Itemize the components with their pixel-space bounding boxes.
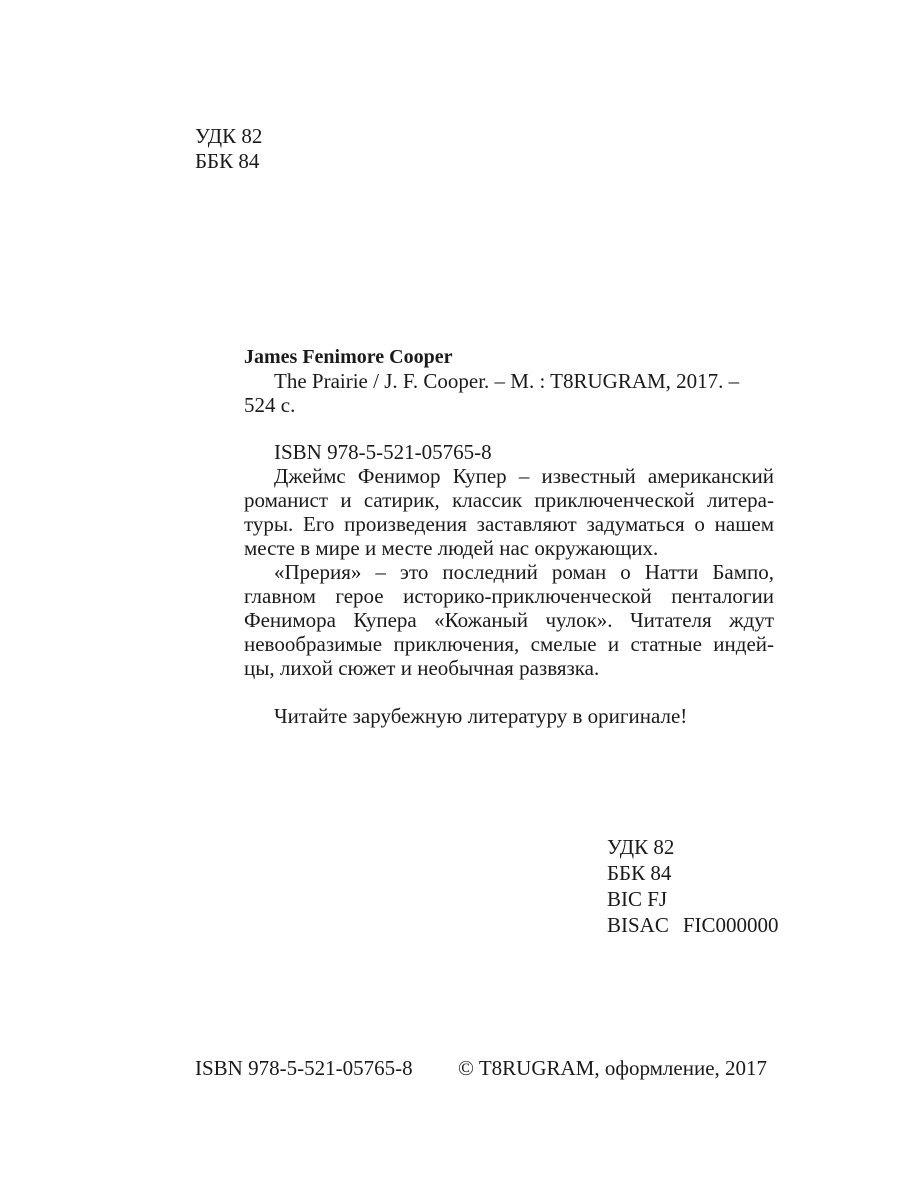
annotation-paragraph-1 bbox=[244, 464, 774, 560]
bbk-code: ББК 84 bbox=[195, 149, 260, 173]
annotation-line: романист и сатирик, классик приключенческой литера- bbox=[244, 488, 774, 512]
bic-code: BIC FJ bbox=[607, 887, 668, 911]
bisac-code: FIC000000 bbox=[682, 913, 779, 937]
bottom-classification-codes bbox=[607, 834, 779, 938]
annotation-line: главном герое историко-приключенческой пенталогии bbox=[244, 584, 774, 608]
isbn-record: ISBN 978-5-521-05765-8 bbox=[274, 440, 492, 464]
top-classification-codes bbox=[195, 124, 262, 174]
annotation-line: «Прерия» – это последний роман о Натти Бампо, bbox=[274, 560, 774, 584]
footer-isbn: ISBN 978-5-521-05765-8 bbox=[195, 1056, 413, 1080]
title-statement: The Prairie / J. F. Cooper. – M. : T8RUGRAM, 2017. – bbox=[274, 369, 740, 393]
read-original-note: Читайте зарубежную литературу в оригинале! bbox=[274, 704, 688, 728]
bisac-label: BISAC bbox=[607, 913, 669, 937]
annotation-line: Джеймс Фенимор Купер – известный американский bbox=[274, 464, 774, 488]
footer-copyright: © T8RUGRAM, оформление, 2017 bbox=[458, 1056, 768, 1080]
annotation-line: невообразимые приключения, смелые и статные индей- bbox=[244, 632, 774, 656]
annotation-paragraph-2 bbox=[244, 560, 774, 680]
bbk-code: ББК 84 bbox=[607, 861, 672, 885]
udk-code: УДК 82 bbox=[607, 835, 675, 859]
page-count: 524 с. bbox=[244, 393, 296, 417]
annotation-line: месте в мире и месте людей нас окружающих. bbox=[244, 536, 659, 560]
annotation-line: цы, лихой сюжет и необычная развязка. bbox=[244, 656, 600, 680]
bibliographic-record bbox=[244, 345, 774, 728]
annotation-line: Фенимора Купера «Кожаный чулок». Читателя ждут bbox=[244, 608, 774, 632]
author-name: James Fenimore Cooper bbox=[244, 346, 453, 368]
bisac-row bbox=[607, 912, 779, 938]
annotation-line: туры. Его произведения заставляют задуматься о нашем bbox=[244, 512, 774, 536]
udk-code: УДК 82 bbox=[195, 124, 263, 148]
